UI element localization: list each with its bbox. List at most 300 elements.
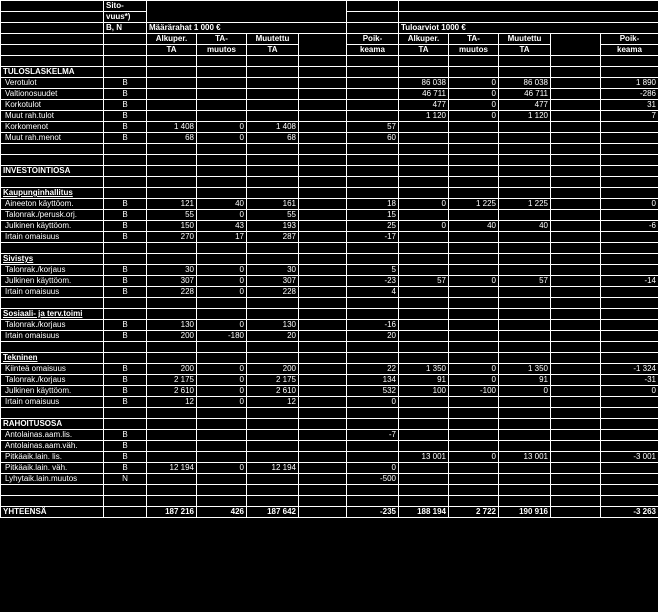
maararahat-tamuutos bbox=[197, 353, 247, 364]
tuloarviot-muutettu: 1 225 bbox=[499, 199, 551, 210]
gap-cell bbox=[299, 67, 347, 78]
tuloarviot-muutettu bbox=[499, 353, 551, 364]
maararahat-poikkeama bbox=[347, 419, 399, 430]
table-row bbox=[1, 430, 658, 441]
maararahat-alkuper: 2 610 bbox=[147, 386, 197, 397]
sitovuus-cell bbox=[104, 166, 147, 177]
header-blank-b bbox=[104, 34, 147, 45]
maararahat-muutettu: 130 bbox=[247, 320, 299, 331]
maararahat-poikkeama: 57 bbox=[347, 122, 399, 133]
row-label: Antolainas.aam.lis. bbox=[1, 430, 104, 441]
gap-cell bbox=[299, 485, 347, 496]
table-row bbox=[1, 386, 658, 397]
tuloarviot-muutettu bbox=[499, 243, 551, 254]
col-t-poik-header: Poik- bbox=[601, 34, 658, 45]
maararahat-alkuper bbox=[147, 254, 197, 265]
tuloarviot-poikkeama bbox=[601, 265, 658, 276]
tuloarviot-tamuutos bbox=[449, 320, 499, 331]
sitovuus-header-3: B, N bbox=[104, 23, 147, 34]
tuloarviot-alkuper: 0 bbox=[399, 199, 449, 210]
gap-cell bbox=[551, 474, 601, 485]
tuloarviot-poikkeama bbox=[601, 133, 658, 144]
maararahat-muutettu bbox=[247, 243, 299, 254]
col-t-alkuper-header-2: TA bbox=[399, 45, 449, 56]
tuloarviot-tamuutos bbox=[449, 419, 499, 430]
maararahat-poikkeama bbox=[347, 56, 399, 67]
maararahat-tamuutos bbox=[197, 100, 247, 111]
tuloarviot-muutettu: 0 bbox=[499, 386, 551, 397]
gap-cell bbox=[551, 485, 601, 496]
row-label bbox=[1, 342, 104, 353]
tuloarviot-alkuper: 86 038 bbox=[399, 78, 449, 89]
sitovuus-cell: B bbox=[104, 320, 147, 331]
gap-cell bbox=[299, 78, 347, 89]
row-label: Talonrak./korjaus bbox=[1, 320, 104, 331]
col-t-alkuper-header: Alkuper. bbox=[399, 34, 449, 45]
gap-cell bbox=[551, 353, 601, 364]
tuloarviot-alkuper bbox=[399, 122, 449, 133]
tuloarviot-poikkeama bbox=[601, 419, 658, 430]
tuloarviot-tamuutos: -100 bbox=[449, 386, 499, 397]
maararahat-alkuper: 12 194 bbox=[147, 463, 197, 474]
maararahat-tamuutos bbox=[197, 474, 247, 485]
row-label: Talonrak./korjaus bbox=[1, 375, 104, 386]
row-label bbox=[1, 56, 104, 67]
maararahat-muutettu: 2 610 bbox=[247, 386, 299, 397]
header-gap-t bbox=[551, 34, 601, 45]
header-label-cell-2 bbox=[1, 12, 104, 23]
maararahat-muutettu bbox=[247, 144, 299, 155]
row-label: Tekninen bbox=[1, 353, 104, 364]
maararahat-alkuper: 12 bbox=[147, 397, 197, 408]
tuloarviot-tamuutos bbox=[449, 177, 499, 188]
gap-cell bbox=[551, 221, 601, 232]
maararahat-tamuutos bbox=[197, 441, 247, 452]
gap-cell bbox=[299, 474, 347, 485]
tuloarviot-alkuper bbox=[399, 243, 449, 254]
maararahat-alkuper bbox=[147, 419, 197, 430]
gap-cell bbox=[551, 177, 601, 188]
sitovuus-cell: B bbox=[104, 122, 147, 133]
row-label: Korkomenot bbox=[1, 122, 104, 133]
tuloarviot-alkuper: 57 bbox=[399, 276, 449, 287]
sitovuus-cell: B bbox=[104, 276, 147, 287]
sitovuus-cell bbox=[104, 419, 147, 430]
tuloarviot-muutettu: 13 001 bbox=[499, 452, 551, 463]
sitovuus-cell bbox=[104, 177, 147, 188]
maararahat-alkuper: 270 bbox=[147, 232, 197, 243]
maararahat-alkuper bbox=[147, 353, 197, 364]
maararahat-alkuper: 2 175 bbox=[147, 375, 197, 386]
gap-cell bbox=[299, 243, 347, 254]
tuloarviot-alkuper bbox=[399, 485, 449, 496]
gap-cell bbox=[299, 320, 347, 331]
gap-cell bbox=[551, 309, 601, 320]
maararahat-muutettu bbox=[247, 188, 299, 199]
tuloarviot-tamuutos bbox=[449, 232, 499, 243]
sitovuus-cell: B bbox=[104, 463, 147, 474]
tuloarviot-alkuper bbox=[399, 232, 449, 243]
row-label bbox=[1, 177, 104, 188]
maararahat-alkuper bbox=[147, 144, 197, 155]
maararahat-poikkeama bbox=[347, 298, 399, 309]
tuloarviot-poikkeama bbox=[601, 177, 658, 188]
tuloarviot-tamuutos: 0 bbox=[449, 111, 499, 122]
tuloarviot-poikkeama bbox=[601, 56, 658, 67]
col-alkuper-header-2: TA bbox=[147, 45, 197, 56]
maararahat-alkuper bbox=[147, 408, 197, 419]
tuloarviot-poikkeama bbox=[601, 298, 658, 309]
tuloarviot-poikkeama: 31 bbox=[601, 100, 658, 111]
tuloarviot-poikkeama: -31 bbox=[601, 375, 658, 386]
tuloarviot-alkuper bbox=[399, 331, 449, 342]
maararahat-muutettu: 200 bbox=[247, 364, 299, 375]
maararahat-alkuper bbox=[147, 430, 197, 441]
tuloarviot-tamuutos bbox=[449, 474, 499, 485]
gap-cell bbox=[299, 342, 347, 353]
tuloarviot-muutettu bbox=[499, 210, 551, 221]
section-row bbox=[1, 309, 658, 320]
sitovuus-cell bbox=[104, 298, 147, 309]
tuloarviot-alkuper: 46 711 bbox=[399, 89, 449, 100]
tuloarviot-alkuper bbox=[399, 298, 449, 309]
row-label: Irtain omaisuus bbox=[1, 232, 104, 243]
tuloarviot-poikkeama: -3 001 bbox=[601, 452, 658, 463]
gap-cell bbox=[299, 111, 347, 122]
gap-cell bbox=[551, 67, 601, 78]
maararahat-muutettu bbox=[247, 100, 299, 111]
gap-cell bbox=[299, 122, 347, 133]
row-label bbox=[1, 485, 104, 496]
tuloarviot-tamuutos bbox=[449, 298, 499, 309]
gap-cell bbox=[299, 309, 347, 320]
tuloarviot-muutettu: 477 bbox=[499, 100, 551, 111]
col-t-tamuutos-header-2: muutos bbox=[449, 45, 499, 56]
maararahat-alkuper bbox=[147, 100, 197, 111]
tuloarviot-tamuutos bbox=[449, 254, 499, 265]
maararahat-poikkeama bbox=[347, 408, 399, 419]
maararahat-tamuutos bbox=[197, 496, 247, 507]
table-row bbox=[1, 452, 658, 463]
maararahat-tamuutos: 0 bbox=[197, 276, 247, 287]
section-row bbox=[1, 188, 658, 199]
sitovuus-cell bbox=[104, 342, 147, 353]
maararahat-poikkeama: 22 bbox=[347, 364, 399, 375]
tuloarviot-tamuutos bbox=[449, 441, 499, 452]
row-label: Muut rah.tulot bbox=[1, 111, 104, 122]
tuloarviot-tamuutos bbox=[449, 188, 499, 199]
maararahat-muutettu bbox=[247, 177, 299, 188]
tuloarviot-poikkeama: -1 324 bbox=[601, 364, 658, 375]
gap-cell bbox=[551, 375, 601, 386]
tuloarviot-tamuutos bbox=[449, 353, 499, 364]
sitovuus-cell bbox=[104, 254, 147, 265]
maararahat-mid-spacer bbox=[147, 12, 347, 23]
maararahat-muutettu bbox=[247, 342, 299, 353]
table-row bbox=[1, 155, 658, 166]
maararahat-alkuper: 228 bbox=[147, 287, 197, 298]
header-label-cell-3 bbox=[1, 23, 104, 34]
tuloarviot-tamuutos bbox=[449, 463, 499, 474]
gap-cell bbox=[551, 100, 601, 111]
table-row bbox=[1, 100, 658, 111]
gap-cell bbox=[299, 463, 347, 474]
maararahat-tamuutos: -180 bbox=[197, 331, 247, 342]
sitovuus-cell bbox=[104, 155, 147, 166]
maararahat-poikkeama bbox=[347, 166, 399, 177]
tuloarviot-muutettu: 86 038 bbox=[499, 78, 551, 89]
row-label: Muut rah.menot bbox=[1, 133, 104, 144]
row-label: Irtain omaisuus bbox=[1, 287, 104, 298]
gap-cell bbox=[551, 364, 601, 375]
gap-cell bbox=[299, 254, 347, 265]
tuloarviot-poikkeama bbox=[601, 122, 658, 133]
gap-cell bbox=[299, 430, 347, 441]
row-label: TULOSLASKELMA bbox=[1, 67, 104, 78]
tuloarviot-tamuutos: 1 225 bbox=[449, 199, 499, 210]
maararahat-poikkeama: 532 bbox=[347, 386, 399, 397]
tuloarviot-tamuutos bbox=[449, 397, 499, 408]
tuloarviot-poikkeama bbox=[601, 210, 658, 221]
sitovuus-cell bbox=[104, 188, 147, 199]
tuloarviot-muutettu: 40 bbox=[499, 221, 551, 232]
row-label bbox=[1, 144, 104, 155]
maararahat-poikkeama: 0 bbox=[347, 463, 399, 474]
maararahat-tamuutos bbox=[197, 155, 247, 166]
maararahat-muutettu: 307 bbox=[247, 276, 299, 287]
maararahat-poikkeama: -500 bbox=[347, 474, 399, 485]
row-label: Valtionosuudet bbox=[1, 89, 104, 100]
row-label: Verotulot bbox=[1, 78, 104, 89]
maararahat-tamuutos: 0 bbox=[197, 287, 247, 298]
tuloarviot-muutettu: 46 711 bbox=[499, 89, 551, 100]
maararahat-poikkeama bbox=[347, 100, 399, 111]
gap-cell bbox=[299, 265, 347, 276]
maararahat-alkuper: 150 bbox=[147, 221, 197, 232]
gap-cell bbox=[551, 166, 601, 177]
gap-top bbox=[347, 1, 399, 12]
header-row-5 bbox=[1, 45, 658, 56]
maararahat-alkuper bbox=[147, 485, 197, 496]
tuloarviot-muutettu bbox=[499, 56, 551, 67]
table-row bbox=[1, 474, 658, 485]
table-row bbox=[1, 177, 658, 188]
sitovuus-cell: B bbox=[104, 331, 147, 342]
maararahat-alkuper bbox=[147, 441, 197, 452]
maararahat-alkuper bbox=[147, 177, 197, 188]
maararahat-poikkeama bbox=[347, 144, 399, 155]
tuloarviot-muutettu: 57 bbox=[499, 276, 551, 287]
sitovuus-header-1: Sito- bbox=[104, 1, 147, 12]
sitovuus-cell bbox=[104, 67, 147, 78]
sitovuus-cell: B bbox=[104, 397, 147, 408]
row-label: INVESTOINTIOSA bbox=[1, 166, 104, 177]
tuloarviot-tamuutos bbox=[449, 210, 499, 221]
header-blank-c bbox=[1, 45, 104, 56]
tuloarviot-alkuper: 188 194 bbox=[399, 507, 449, 518]
tuloarviot-poikkeama bbox=[601, 287, 658, 298]
tuloarviot-alkuper: 100 bbox=[399, 386, 449, 397]
maararahat-poikkeama bbox=[347, 254, 399, 265]
table-row bbox=[1, 133, 658, 144]
maararahat-tamuutos bbox=[197, 188, 247, 199]
table-row bbox=[1, 342, 658, 353]
gap-cell bbox=[551, 188, 601, 199]
tuloarviot-poikkeama: 0 bbox=[601, 386, 658, 397]
header-row-3 bbox=[1, 23, 658, 34]
maararahat-tamuutos bbox=[197, 89, 247, 100]
tuloarviot-alkuper bbox=[399, 166, 449, 177]
tuloarviot-tamuutos: 0 bbox=[449, 364, 499, 375]
row-label: Julkinen käyttöom. bbox=[1, 386, 104, 397]
tuloarviot-poikkeama bbox=[601, 243, 658, 254]
table-row bbox=[1, 221, 658, 232]
maararahat-tamuutos bbox=[197, 56, 247, 67]
gap-cell bbox=[299, 353, 347, 364]
table-row bbox=[1, 144, 658, 155]
tuloarviot-muutettu bbox=[499, 298, 551, 309]
table-row bbox=[1, 331, 658, 342]
row-label: Talonrak./korjaus bbox=[1, 265, 104, 276]
tuloarviot-poikkeama: -6 bbox=[601, 221, 658, 232]
gap-cell bbox=[299, 221, 347, 232]
tuloarviot-poikkeama bbox=[601, 155, 658, 166]
maararahat-muutettu bbox=[247, 89, 299, 100]
tuloarviot-muutettu bbox=[499, 496, 551, 507]
maararahat-tamuutos: 0 bbox=[197, 397, 247, 408]
maararahat-poikkeama bbox=[347, 496, 399, 507]
gap-cell bbox=[551, 133, 601, 144]
sitovuus-cell: B bbox=[104, 199, 147, 210]
gap-cell bbox=[299, 232, 347, 243]
maararahat-muutettu bbox=[247, 254, 299, 265]
tuloarviot-alkuper bbox=[399, 463, 449, 474]
maararahat-poikkeama: 5 bbox=[347, 265, 399, 276]
gap-cell bbox=[551, 199, 601, 210]
gap-cell bbox=[299, 298, 347, 309]
maararahat-poikkeama bbox=[347, 309, 399, 320]
sitovuus-header-2: vuus*) bbox=[104, 12, 147, 23]
tuloarviot-alkuper bbox=[399, 133, 449, 144]
row-label: Irtain omaisuus bbox=[1, 331, 104, 342]
maararahat-tamuutos bbox=[197, 298, 247, 309]
maararahat-tamuutos bbox=[197, 111, 247, 122]
tuloarviot-tamuutos bbox=[449, 56, 499, 67]
tuloarviot-muutettu bbox=[499, 342, 551, 353]
tuloarviot-alkuper bbox=[399, 441, 449, 452]
maararahat-poikkeama: 18 bbox=[347, 199, 399, 210]
table-body bbox=[1, 1, 658, 518]
table-row bbox=[1, 441, 658, 452]
row-label: Lyhytaik.lain.muutos bbox=[1, 474, 104, 485]
tuloarviot-alkuper bbox=[399, 397, 449, 408]
sitovuus-cell: B bbox=[104, 452, 147, 463]
tuloarviot-tamuutos bbox=[449, 166, 499, 177]
maararahat-muutettu: 287 bbox=[247, 232, 299, 243]
maararahat-tamuutos: 43 bbox=[197, 221, 247, 232]
tuloarviot-alkuper: 1 120 bbox=[399, 111, 449, 122]
maararahat-muutettu bbox=[247, 419, 299, 430]
maararahat-muutettu: 187 642 bbox=[247, 507, 299, 518]
maararahat-poikkeama bbox=[347, 353, 399, 364]
tuloarviot-tamuutos bbox=[449, 331, 499, 342]
maararahat-alkuper bbox=[147, 56, 197, 67]
gap-cell bbox=[299, 375, 347, 386]
maararahat-muutettu: 12 bbox=[247, 397, 299, 408]
maararahat-tamuutos: 0 bbox=[197, 364, 247, 375]
maararahat-poikkeama: -16 bbox=[347, 320, 399, 331]
gap-cell bbox=[551, 397, 601, 408]
maararahat-alkuper: 1 408 bbox=[147, 122, 197, 133]
tuloarviot-alkuper bbox=[399, 419, 449, 430]
maararahat-alkuper: 187 216 bbox=[147, 507, 197, 518]
maararahat-muutettu bbox=[247, 298, 299, 309]
col-t-muutettu-header-2: TA bbox=[499, 45, 551, 56]
gap-cell bbox=[551, 386, 601, 397]
tuloarviot-tamuutos bbox=[449, 287, 499, 298]
gap-cell bbox=[299, 56, 347, 67]
sitovuus-cell: N bbox=[104, 474, 147, 485]
sitovuus-cell: B bbox=[104, 386, 147, 397]
maararahat-muutettu bbox=[247, 56, 299, 67]
maararahat-tamuutos bbox=[197, 408, 247, 419]
gap-cell bbox=[551, 155, 601, 166]
sitovuus-cell: B bbox=[104, 89, 147, 100]
gap-cell bbox=[299, 89, 347, 100]
tuloarviot-poikkeama bbox=[601, 430, 658, 441]
tuloarviot-muutettu bbox=[499, 122, 551, 133]
sitovuus-cell: B bbox=[104, 111, 147, 122]
gap-cell bbox=[299, 408, 347, 419]
maararahat-poikkeama bbox=[347, 89, 399, 100]
table-row bbox=[1, 364, 658, 375]
maararahat-muutettu bbox=[247, 452, 299, 463]
tuloarviot-tamuutos bbox=[449, 155, 499, 166]
gap-cell bbox=[551, 419, 601, 430]
sitovuus-cell bbox=[104, 507, 147, 518]
tuloarviot-muutettu bbox=[499, 485, 551, 496]
tuloarviot-muutettu bbox=[499, 463, 551, 474]
tuloarviot-tamuutos bbox=[449, 485, 499, 496]
maararahat-poikkeama bbox=[347, 452, 399, 463]
gap-cell bbox=[551, 144, 601, 155]
gap-cell bbox=[551, 89, 601, 100]
tuloarviot-muutettu bbox=[499, 133, 551, 144]
maararahat-alkuper: 200 bbox=[147, 364, 197, 375]
maararahat-tamuutos: 0 bbox=[197, 210, 247, 221]
tuloarviot-muutettu bbox=[499, 287, 551, 298]
row-label: Antolainas.aam.väh. bbox=[1, 441, 104, 452]
row-label: Sivistys bbox=[1, 254, 104, 265]
maararahat-muutettu bbox=[247, 441, 299, 452]
sitovuus-cell bbox=[104, 485, 147, 496]
tuloarviot-tamuutos: 0 bbox=[449, 89, 499, 100]
table-row bbox=[1, 287, 658, 298]
maararahat-muutettu bbox=[247, 155, 299, 166]
tuloarviot-alkuper bbox=[399, 287, 449, 298]
gap-cell bbox=[551, 496, 601, 507]
row-label: RAHOITUSOSA bbox=[1, 419, 104, 430]
maararahat-muutettu: 193 bbox=[247, 221, 299, 232]
tuloarviot-tamuutos bbox=[449, 133, 499, 144]
gap-cell bbox=[299, 419, 347, 430]
tuloarviot-mid-spacer bbox=[399, 12, 658, 23]
tuloarviot-alkuper bbox=[399, 309, 449, 320]
table-row bbox=[1, 463, 658, 474]
maararahat-muutettu bbox=[247, 485, 299, 496]
maararahat-muutettu bbox=[247, 166, 299, 177]
sitovuus-cell: B bbox=[104, 78, 147, 89]
